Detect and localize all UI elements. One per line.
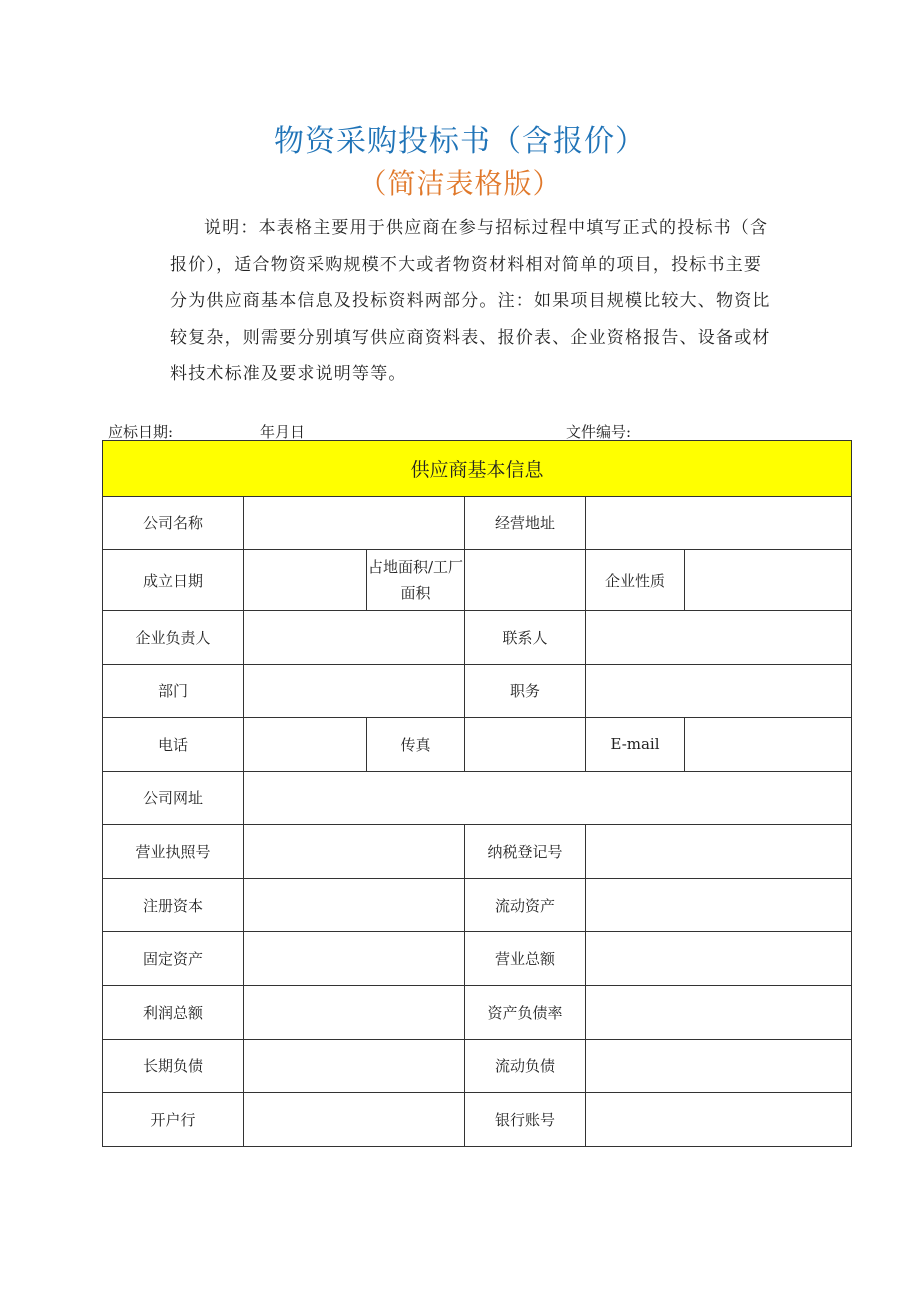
company-name-label: 公司名称	[103, 496, 244, 550]
contact-field[interactable]	[586, 610, 852, 664]
business-address-label: 经营地址	[465, 496, 586, 550]
debt-ratio-label: 资产负债率	[465, 986, 586, 1040]
enterprise-nature-field[interactable]	[685, 550, 852, 611]
email-field[interactable]	[685, 718, 852, 772]
department-field[interactable]	[244, 664, 465, 718]
account-no-field[interactable]	[586, 1093, 852, 1147]
person-in-charge-label: 企业负责人	[103, 610, 244, 664]
long-term-debt-label: 长期负债	[103, 1039, 244, 1093]
total-revenue-field[interactable]	[586, 932, 852, 986]
person-in-charge-field[interactable]	[244, 610, 465, 664]
license-no-label: 营业执照号	[103, 825, 244, 879]
current-assets-field[interactable]	[586, 878, 852, 932]
phone-field[interactable]	[244, 718, 367, 772]
doc-number-label: 文件编号:	[566, 423, 632, 441]
bank-label: 开户行	[103, 1093, 244, 1147]
established-date-label: 成立日期	[103, 550, 244, 611]
total-profit-field[interactable]	[244, 986, 465, 1040]
area-label: 占地面积/工厂面积	[367, 550, 465, 611]
account-no-label: 银行账号	[465, 1093, 586, 1147]
area-field[interactable]	[465, 550, 586, 611]
registered-capital-field[interactable]	[244, 878, 465, 932]
contact-label: 联系人	[465, 610, 586, 664]
phone-label: 电话	[103, 718, 244, 772]
fixed-assets-field[interactable]	[244, 932, 465, 986]
page-title: 物资采购投标书（含报价）	[274, 124, 646, 159]
fax-field[interactable]	[465, 718, 586, 772]
company-name-field[interactable]	[244, 496, 465, 550]
position-field[interactable]	[586, 664, 852, 718]
debt-ratio-field[interactable]	[586, 986, 852, 1040]
description	[170, 210, 780, 393]
fax-label: 传真	[367, 718, 465, 772]
registered-capital-label: 注册资本	[103, 878, 244, 932]
website-field[interactable]	[244, 771, 852, 825]
total-revenue-label: 营业总额	[465, 932, 586, 986]
description-text: 说明：本表格主要用于供应商在参与招标过程中填写正式的投标书（含报价），适合物资采购规模不大或者物资材料相对简单的项目，投标书主要分为供应商基本信息及投标资料两部分。注：如果项目规模比较大、物资比较复杂，则需要分别填写供应商资料表、报价表、企业资格报告、设备或材料技术标准及要求说明等等。	[170, 218, 771, 384]
fixed-assets-label: 固定资产	[103, 932, 244, 986]
license-no-field[interactable]	[244, 825, 465, 879]
position-label: 职务	[465, 664, 586, 718]
tax-no-field[interactable]	[586, 825, 852, 879]
current-assets-label: 流动资产	[465, 878, 586, 932]
bank-field[interactable]	[244, 1093, 465, 1147]
business-address-field[interactable]	[586, 496, 852, 550]
current-liabilities-label: 流动负债	[465, 1039, 586, 1093]
long-term-debt-field[interactable]	[244, 1039, 465, 1093]
enterprise-nature-label: 企业性质	[586, 550, 685, 611]
table-header: 供应商基本信息	[103, 441, 852, 497]
total-profit-label: 利润总额	[103, 986, 244, 1040]
bid-date-value: 年月日	[260, 423, 306, 441]
website-label: 公司网址	[103, 771, 244, 825]
bid-date-label: 应标日期:	[108, 423, 174, 441]
current-liabilities-field[interactable]	[586, 1039, 852, 1093]
department-label: 部门	[103, 664, 244, 718]
email-label: E-mail	[586, 718, 685, 772]
tax-no-label: 纳税登记号	[465, 825, 586, 879]
supplier-info-table	[102, 440, 852, 1147]
page-subtitle: （简洁表格版）	[358, 167, 562, 200]
established-date-field[interactable]	[244, 550, 367, 611]
